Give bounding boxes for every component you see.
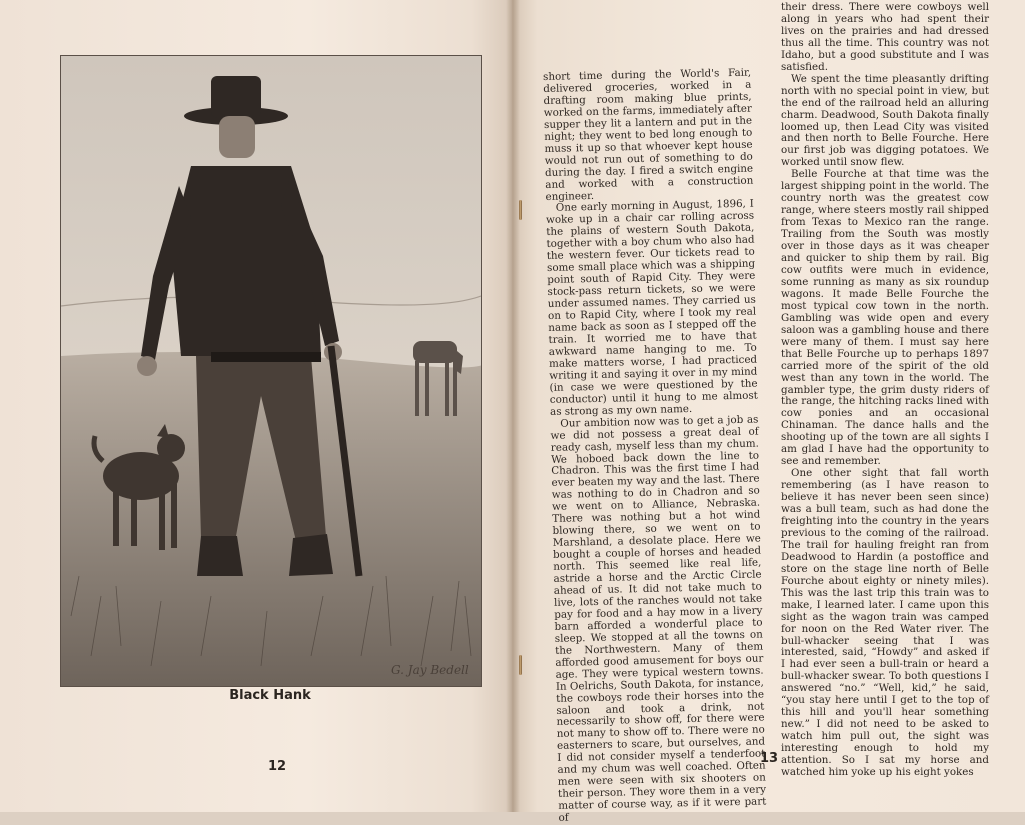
page-number-right: 13: [760, 751, 779, 766]
paragraph: One early morning in August, 1896, I woke up in a chair car rolling across the plains of western South Dakota, together with a boy chum who also had the western fever. Our tickets read to some small place which was a shipping point south of Rapid City. They were stock-pass return tickets, so we were under assumed names. They carried us on to Rapid City, where I took my real name back as soon as I stepped off the train. It worried me to have that awkward name hanging to me. To make matters worse, I had practiced writing it and saying it over in my mind (in case we were questioned by the conductor) until it hung to me almost as strong as my own name.: [545, 198, 758, 418]
paragraph: Belle Fourche at that time was the largest shipping point in the world. The country north was the greatest cow range, where steers mostly rail shipped from Texas to Mexico ran the range. Trailing from the South was mostly over in those days as it was cheaper and quicker to ship them by rail. Big cow outfits were much in evidence, some running as many as six roundup wagons. It made Belle Fourche the most typical cow town in the north. Gambling was wide open and every saloon was a gambling house and there were many of them. I must say here that Belle Fourche up to perhaps 1897 carried more of the spirit of the old west than any town in the world. The gambler type, the grim dusty riders of the range, the hitching racks lined with cow ponies and an occasional Chinaman. The dance halls and the shooting up of the town are all sights I am glad I have had the opportunity to see and remember.: [781, 168, 989, 468]
black-hank-illustration: [60, 55, 482, 687]
staple-bottom: [519, 655, 522, 675]
paragraph: We spent the time pleasantly drifting north with no special point in view, but the end of the railroad held an alluring charm. Deadwood, South Dakota finally loomed up, then Lead City was visited and then north to Belle Fourche. Here our first job was digging potatoes. We worked until snow flew.: [781, 72, 989, 169]
text-column-2: [781, 2, 989, 779]
artist-signature: G. Jay Bedell: [391, 663, 469, 677]
paragraph: Our ambition now was to get a job as we did not possess a great deal of ready cash, myself less than my chum. We hoboed back down the line to Chadron. This was the first time I had ever beaten my way and the last. There was nothing to do in Chadron and so we went on to Alliance, Nebraska. There was nothing but a hot wind blowing there, so we went on to Marshland, a desolate place. Here we bought a couple of horses and headed north. This seemed like real life, astride a horse and the Arctic Circle ahead of us. It did not take much to live, lots of the ranches would not take pay for food and a hay mow in a livery barn afforded a wonderful place to sleep. We stopped at all the towns on the Northwestern. Many of them afforded good amusement for boys our age. They were typical western towns. In Oelrichs, South Dakota, for instance, the cowboys rode their horses into the saloon and took a drink, not necessarily to show off, for there were not many to show off to. There were no easterners to scare, but ourselves, and I did not consider myself a tenderfoot and my chum was well coached. Often men were seen with six shooters on their person. They wore them in a very matter of course way, as if it were part of: [550, 413, 767, 824]
figure-caption: Black Hank: [229, 688, 311, 703]
staple-top: [519, 200, 522, 220]
left-page: [0, 0, 512, 812]
paragraph: One other sight that fall worth remembering (as I have reason to believe it has never been seen since) was a bull team, such as had done the freighting into the country in the years previous to the coming of the railroad. The trail for hauling freight ran from Deadwood to Hardin (a postoffice and store on the stage line north of Belle Fourche about eighty or ninety miles). This was the last trip this train was to make, I learned later. I came upon this sight as the wagon train was camped for noon on the Red Water river. The bull-whacker seeing that I was interested, said, “Howdy” and asked if I had ever seen a bull-train or heard a bull-whacker swear. To both questions I answered “no.” “Well, kid,” he said, “you stay here until I get to the top of this hill and you'll hear something new.” I did not need to be asked to watch him pull out, the sight was interesting enough to hold my attention. So I sat my horse and watched him yoke up his eight yokes: [781, 467, 989, 778]
page-number-left: 12: [268, 759, 287, 774]
paragraph: short time during the World's Fair, delivered groceries, worked in a drafting room making blue prints, worked on the farms, immediately after supper they lit a lantern and put in the night; they went to bed long enough to muss it up so that whoever kept house would not run out of something to do during the day. I fired a switch engine and worked with a construction engineer.: [542, 66, 754, 203]
book-gutter: [506, 0, 520, 812]
paragraph: their dress. There were cowboys well along in years who had spent their lives on the prairies and had dressed thus all the time. This country was not Idaho, but a good substitute and I was satisfied.: [781, 1, 989, 73]
text-column-1: [543, 68, 767, 825]
